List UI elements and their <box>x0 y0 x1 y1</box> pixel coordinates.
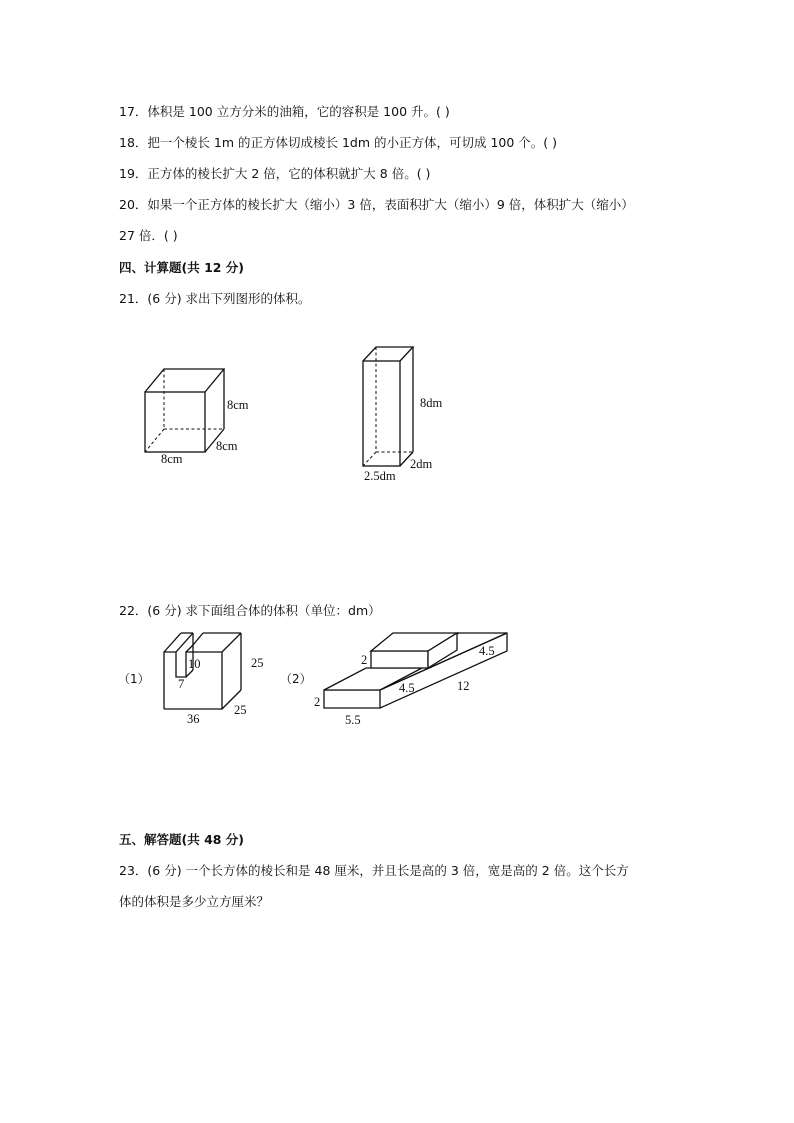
prism-length-label: 2.5dm <box>364 469 396 483</box>
question-22: 22．(6 分) 求下面组合体的体积（单位：dm） <box>119 603 381 618</box>
figure-22-label-2: （2） <box>280 672 312 686</box>
cube-length-label: 8cm <box>161 452 183 466</box>
top-box-height-label: 2 <box>361 653 368 667</box>
question-23-line-1: 23．(6 分) 一个长方体的棱长和是 48 厘米，并且长是高的 3 倍，宽是高的 2 倍。这个长方 <box>119 863 629 878</box>
cube-width-label: 8cm <box>216 439 238 453</box>
slab-length-label: 5.5 <box>345 713 361 727</box>
question-18: 18．把一个棱长 1m 的正方体切成棱长 1dm 的小正方体，可切成 100 个。( ) <box>119 135 558 150</box>
top-box-depth-label: 4.5 <box>479 644 495 658</box>
slab-depth-label: 12 <box>457 679 470 693</box>
question-17: 17．体积是 100 立方分米的油箱，它的容积是 100 升。( ) <box>119 104 450 119</box>
prism-width-label: 2dm <box>410 457 433 471</box>
cube-height-label: 8cm <box>227 398 249 412</box>
block-height-label: 25 <box>251 656 264 670</box>
section-4-title: 四、计算题(共 12 分) <box>119 260 245 275</box>
block-depth-label: 25 <box>234 703 247 717</box>
section-5-title: 五、解答题(共 48 分) <box>119 832 245 847</box>
bottom-slab-height-label: 2 <box>314 695 321 709</box>
slotted-block-edges <box>164 633 241 709</box>
figure-22-label-1: （1） <box>118 672 150 686</box>
question-21: 21．(6 分) 求出下列图形的体积。 <box>119 291 311 306</box>
slot-width-label: 7 <box>178 677 185 691</box>
slot-depth-label: 10 <box>188 657 201 671</box>
top-box-length-label: 4.5 <box>399 681 415 695</box>
prism-height-label: 8dm <box>420 396 443 410</box>
block-length-label: 36 <box>187 712 200 726</box>
question-23-line-2: 体的体积是多少立方厘米？ <box>119 894 270 909</box>
question-20-line-2: 27 倍．( ) <box>119 228 178 243</box>
question-20-line-1: 20．如果一个正方体的棱长扩大（缩小）3 倍，表面积扩大（缩小）9 倍，体积扩大（缩小） <box>119 197 634 212</box>
question-19: 19．正方体的棱长扩大 2 倍，它的体积就扩大 8 倍。( ) <box>119 166 431 181</box>
